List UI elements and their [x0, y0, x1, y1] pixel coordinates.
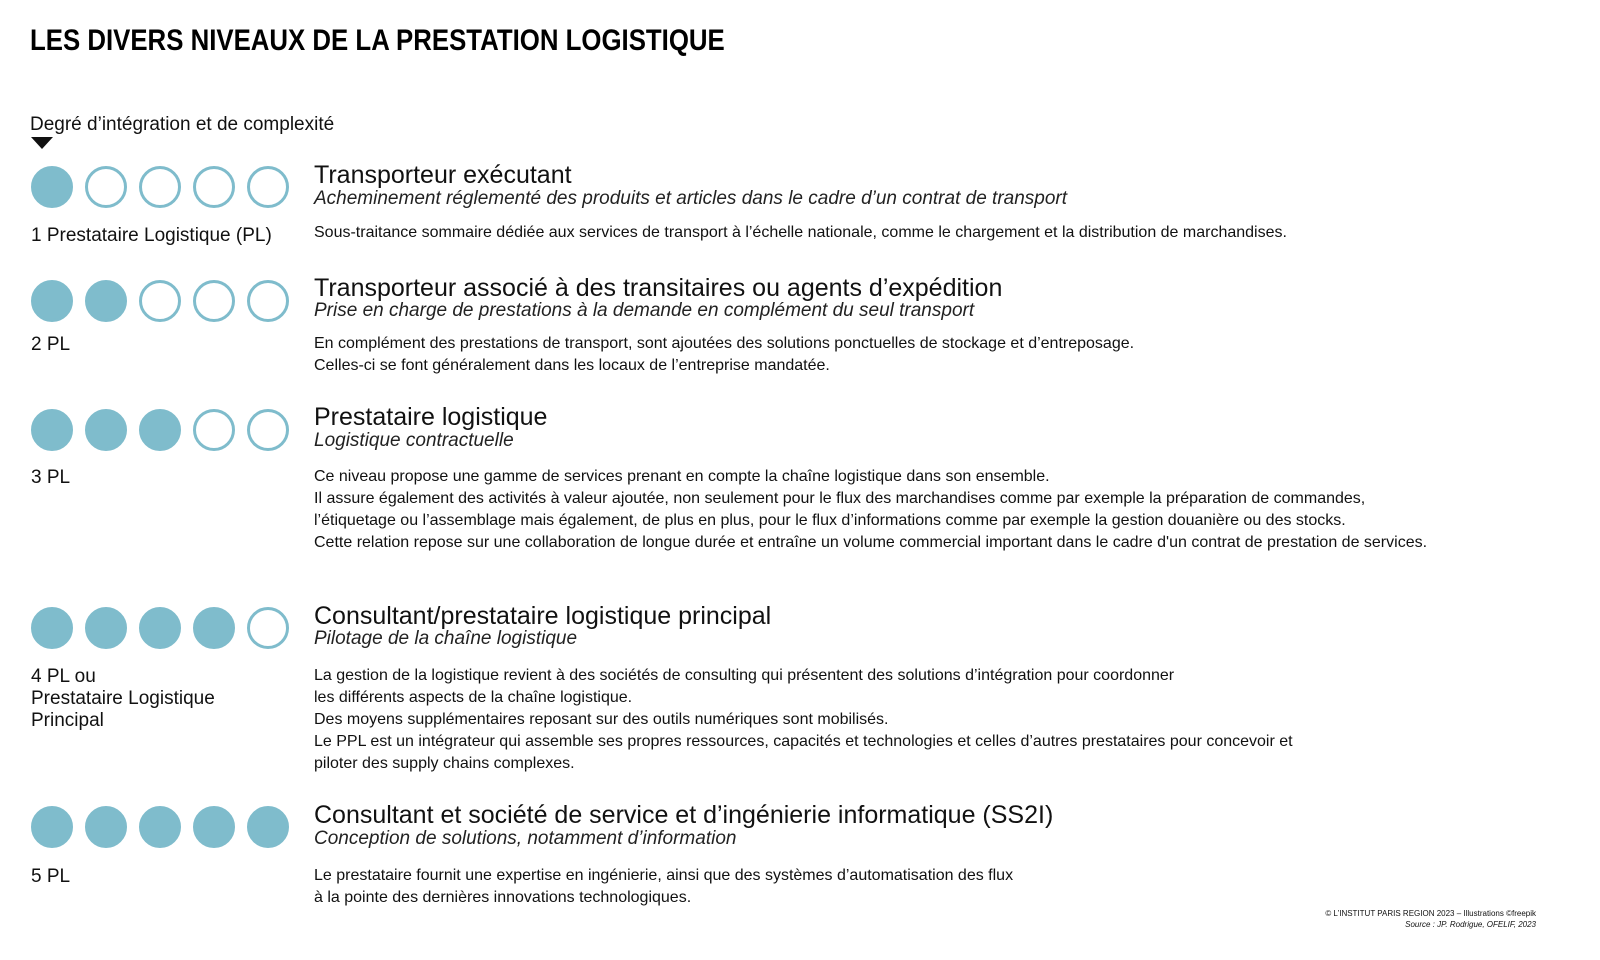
level-title: Prestataire logistique [314, 403, 548, 431]
description-line: Il assure également des activités à valeur ajoutée, non seulement pour le flux des marchandises comme par exemple la préparation de commandes, [314, 490, 1366, 507]
level-subtitle: Prise en charge de prestations à la demande en complément du seul transport [314, 300, 975, 321]
level-subtitle: Conception de solutions, notamment d’information [314, 828, 737, 849]
description-line: l’étiquetage ou l’assemblage mais également, de plus en plus, pour le flux d’informations comme par exemple la gestion douanière ou des stocks. [314, 512, 1346, 529]
filled-circle-icon [85, 409, 127, 451]
level-subtitle: Acheminement réglementé des produits et articles dans le cadre d’un contrat de transport [314, 188, 1068, 209]
level-label [31, 866, 70, 888]
level-label [31, 467, 70, 489]
level-label-line: 2 PL [31, 334, 71, 355]
level-subtitle: Pilotage de la chaîne logistique [314, 628, 578, 649]
description-line: Ce niveau propose une gamme de services prenant en compte la chaîne logistique dans son ensemble. [314, 468, 1050, 485]
filled-circle-icon [193, 607, 235, 649]
level-title: Consultant/prestataire logistique principal [314, 602, 772, 630]
description-line: Cette relation repose sur une collaboration de longue durée et entraîne un volume commercial important dans le cadre d'un contrat de prestation de services. [314, 534, 1428, 551]
level-label [31, 334, 70, 356]
level-label-line: Prestataire Logistique [31, 688, 215, 709]
level-label-line: Principal [31, 710, 104, 731]
level-description [314, 333, 1134, 377]
level-label [31, 666, 215, 732]
level-title: Transporteur associé à des transitaires ou agents d’expédition [314, 274, 1003, 302]
copyright-text: © L’INSTITUT PARIS REGION 2023 – Illustrations ©freepik [1325, 909, 1536, 918]
filled-circle-icon [85, 806, 127, 848]
description-line: Sous-traitance sommaire dédiée aux services de transport à l’échelle nationale, comme le chargement et la distribution de marchandises. [314, 224, 1287, 241]
empty-circle-icon [139, 166, 181, 208]
filled-circle-icon [193, 806, 235, 848]
description-line: les différents aspects de la chaîne logistique. [314, 689, 633, 706]
description-line: à la pointe des dernières innovations technologiques. [314, 889, 692, 906]
filled-circle-icon [31, 607, 73, 649]
empty-circle-icon [247, 280, 289, 322]
level-description [314, 665, 1293, 775]
down-arrow-icon [31, 137, 53, 149]
filled-circle-icon [31, 806, 73, 848]
filled-circle-icon [31, 166, 73, 208]
credits [1325, 908, 1536, 930]
level-rating [31, 280, 289, 322]
level-label-line: 3 PL [31, 467, 71, 488]
filled-circle-icon [31, 409, 73, 451]
filled-circle-icon [31, 280, 73, 322]
description-line: La gestion de la logistique revient à des sociétés de consulting qui présentent des solutions d’intégration pour coordonner [314, 667, 1175, 684]
level-label-line: 1 Prestataire Logistique (PL) [31, 225, 272, 246]
filled-circle-icon [247, 806, 289, 848]
description-line: Le PPL est un intégrateur qui assemble ses propres ressources, capacités et technologies et celles d’autres prestataires pour concevoir et [314, 733, 1293, 750]
description-line: Le prestataire fournit une expertise en ingénierie, ainsi que des systèmes d’automatisation des flux [314, 867, 1014, 884]
empty-circle-icon [247, 409, 289, 451]
level-description [314, 865, 1013, 909]
level-rating [31, 607, 289, 649]
empty-circle-icon [85, 166, 127, 208]
level-description [314, 222, 1287, 244]
empty-circle-icon [193, 280, 235, 322]
description-line: piloter des supply chains complexes. [314, 755, 575, 772]
level-rating [31, 806, 289, 848]
level-label-line: 5 PL [31, 866, 71, 887]
scale-label: Degré d’intégration et de complexité [30, 114, 335, 135]
filled-circle-icon [85, 280, 127, 322]
level-label-line: 4 PL ou [31, 666, 96, 687]
description-line: Des moyens supplémentaires reposant sur des outils numériques sont mobilisés. [314, 711, 889, 728]
empty-circle-icon [247, 607, 289, 649]
empty-circle-icon [193, 166, 235, 208]
level-label [31, 225, 272, 247]
level-title: Transporteur exécutant [314, 161, 572, 189]
empty-circle-icon [139, 280, 181, 322]
level-description [314, 466, 1427, 554]
filled-circle-icon [139, 409, 181, 451]
source-text: Source : JP. Rodrigue, OFELIF, 2023 [1405, 920, 1536, 929]
description-line: Celles-ci se font généralement dans les locaux de l’entreprise mandatée. [314, 357, 830, 374]
filled-circle-icon [85, 607, 127, 649]
level-rating [31, 409, 289, 451]
level-subtitle: Logistique contractuelle [314, 430, 514, 451]
description-line: En complément des prestations de transport, sont ajoutées des solutions ponctuelles de stockage et d’entreposage. [314, 335, 1135, 352]
filled-circle-icon [139, 806, 181, 848]
level-title: Consultant et société de service et d’ingénierie informatique (SS2I) [314, 801, 1054, 829]
empty-circle-icon [193, 409, 235, 451]
filled-circle-icon [139, 607, 181, 649]
level-rating [31, 166, 289, 208]
page-title: LES DIVERS NIVEAUX DE LA PRESTATION LOGISTIQUE [30, 24, 725, 57]
empty-circle-icon [247, 166, 289, 208]
